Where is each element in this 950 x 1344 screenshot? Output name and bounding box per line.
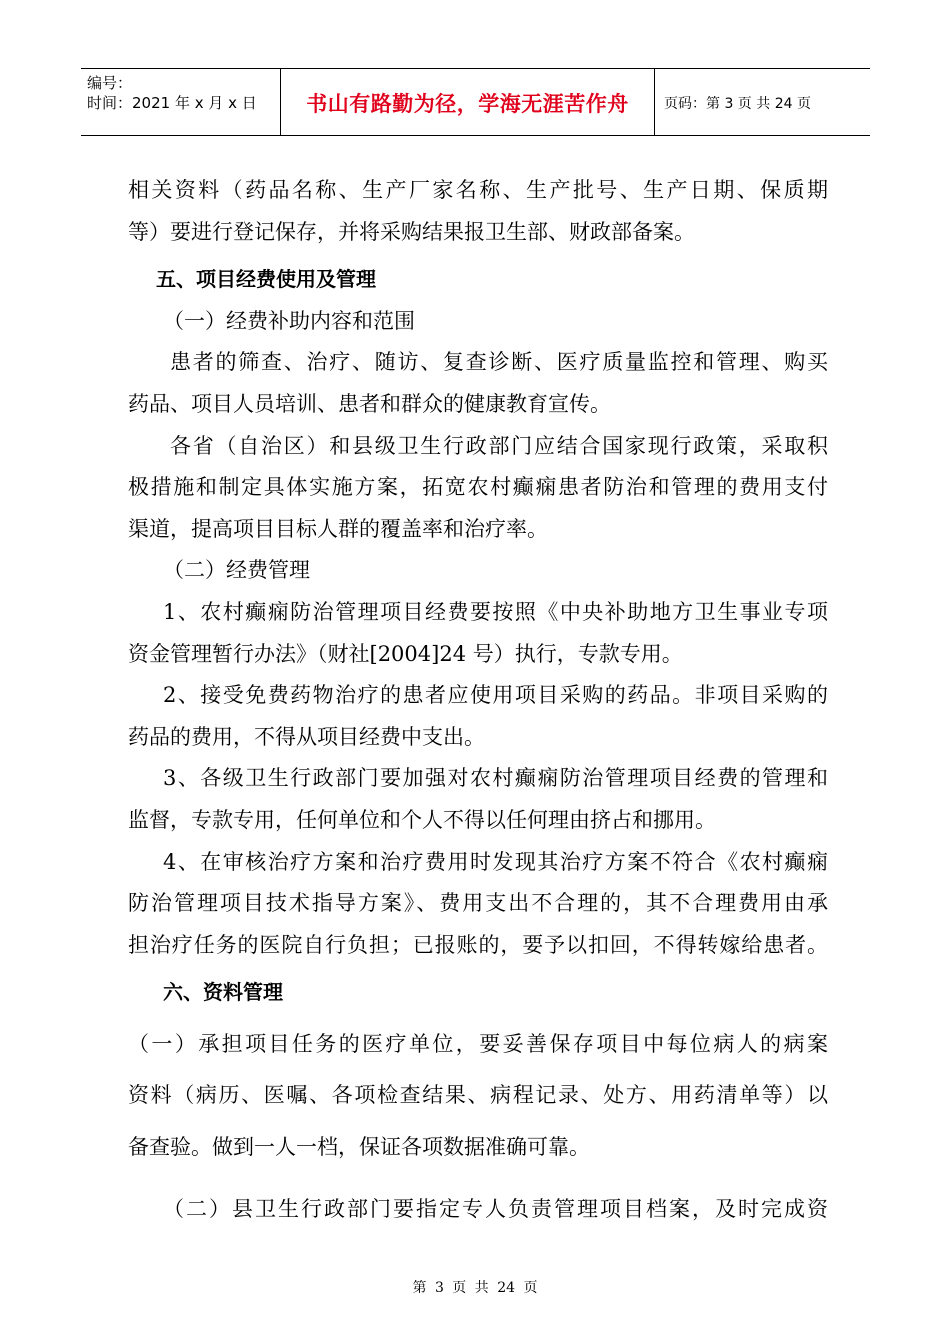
paragraph-line: 1、农村癫痫防治管理项目经费要按照《中央补助地方卫生事业专项 [163,599,828,624]
page-footer [0,1277,950,1297]
paragraph-line: 患者的筛查、治疗、随访、复查诊断、医疗质量监控和管理、购买 [170,350,828,375]
header-page-number: 页码：第 3 页 共 24 页 [664,96,811,112]
paragraph-line: 各省（自治区）和县级卫生行政部门应结合国家现行政策，采取积 [170,433,828,458]
paragraph-line: 防治管理项目技术指导方案》、费用支出不合理的，其不合理费用由承 [128,891,828,916]
subsection-heading: （二）经费管理 [163,558,310,583]
paragraph-line: 渠道，提高项目目标人群的覆盖率和治疗率。 [128,516,548,541]
header-meta-cell [81,69,281,135]
paragraph-line: 等）要进行登记保存，并将采购结果报卫生部、财政部备案。 [128,219,695,244]
paragraph-line: 4、在审核治疗方案和治疗费用时发现其治疗方案不符合《农村癫痫 [163,849,828,874]
paragraph-line: 极措施和制定具体实施方案，拓宽农村癫痫患者防治和管理的费用支付 [128,475,828,500]
subsection-heading: （一）经费补助内容和范围 [163,308,415,333]
header-motto-cell [281,69,655,135]
paragraph-line: （二）县卫生行政部门要指定专人负责管理项目档案，及时完成资 [163,1196,828,1221]
section-heading-5: 五、项目经费使用及管理 [156,267,376,292]
paragraph-line: 2、接受免费药物治疗的患者应使用项目采购的药品。非项目采购的 [163,683,828,708]
serial-number-label: 编号： [87,74,133,92]
paragraph-line: 药品、项目人员培训、患者和群众的健康教育宣传。 [128,391,611,416]
header-page-cell [655,69,870,135]
paragraph-line: 3、各级卫生行政部门要加强对农村癫痫防治管理项目经费的管理和 [163,766,828,791]
paragraph-line: 备查验。做到一人一档，保证各项数据准确可靠。 [128,1135,590,1160]
section-heading-6: 六、资料管理 [163,980,283,1005]
paragraph-line: 担治疗任务的医院自行负担；已报账的，要予以扣回，不得转嫁给患者。 [128,932,828,957]
document-body [128,170,828,1230]
date-label: 时间：2021 年 x 月 x 日 [87,94,257,112]
footer-page-number: 第 3 页 共 24 页 [412,1280,538,1296]
paragraph-line: 监督，专款专用，任何单位和个人不得以任何理由挤占和挪用。 [128,807,716,832]
motto-text: 书山有路勤为径，学海无涯苦作舟 [306,92,629,116]
paragraph-line: 相关资料（药品名称、生产厂家名称、生产批号、生产日期、保质期 [128,178,828,202]
paragraph-line: 药品的费用，不得从项目经费中支出。 [128,724,485,749]
paragraph-line: （一）承担项目任务的医疗单位，要妥善保存项目中每位病人的病案 [128,1031,828,1056]
paragraph-line: 资料（病历、医嘱、各项检查结果、病程记录、处方、用药清单等）以 [128,1083,828,1108]
page-header [81,68,870,136]
paragraph-line: 资金管理暂行办法》（财社[2004]24 号）执行，专款专用。 [128,641,683,666]
